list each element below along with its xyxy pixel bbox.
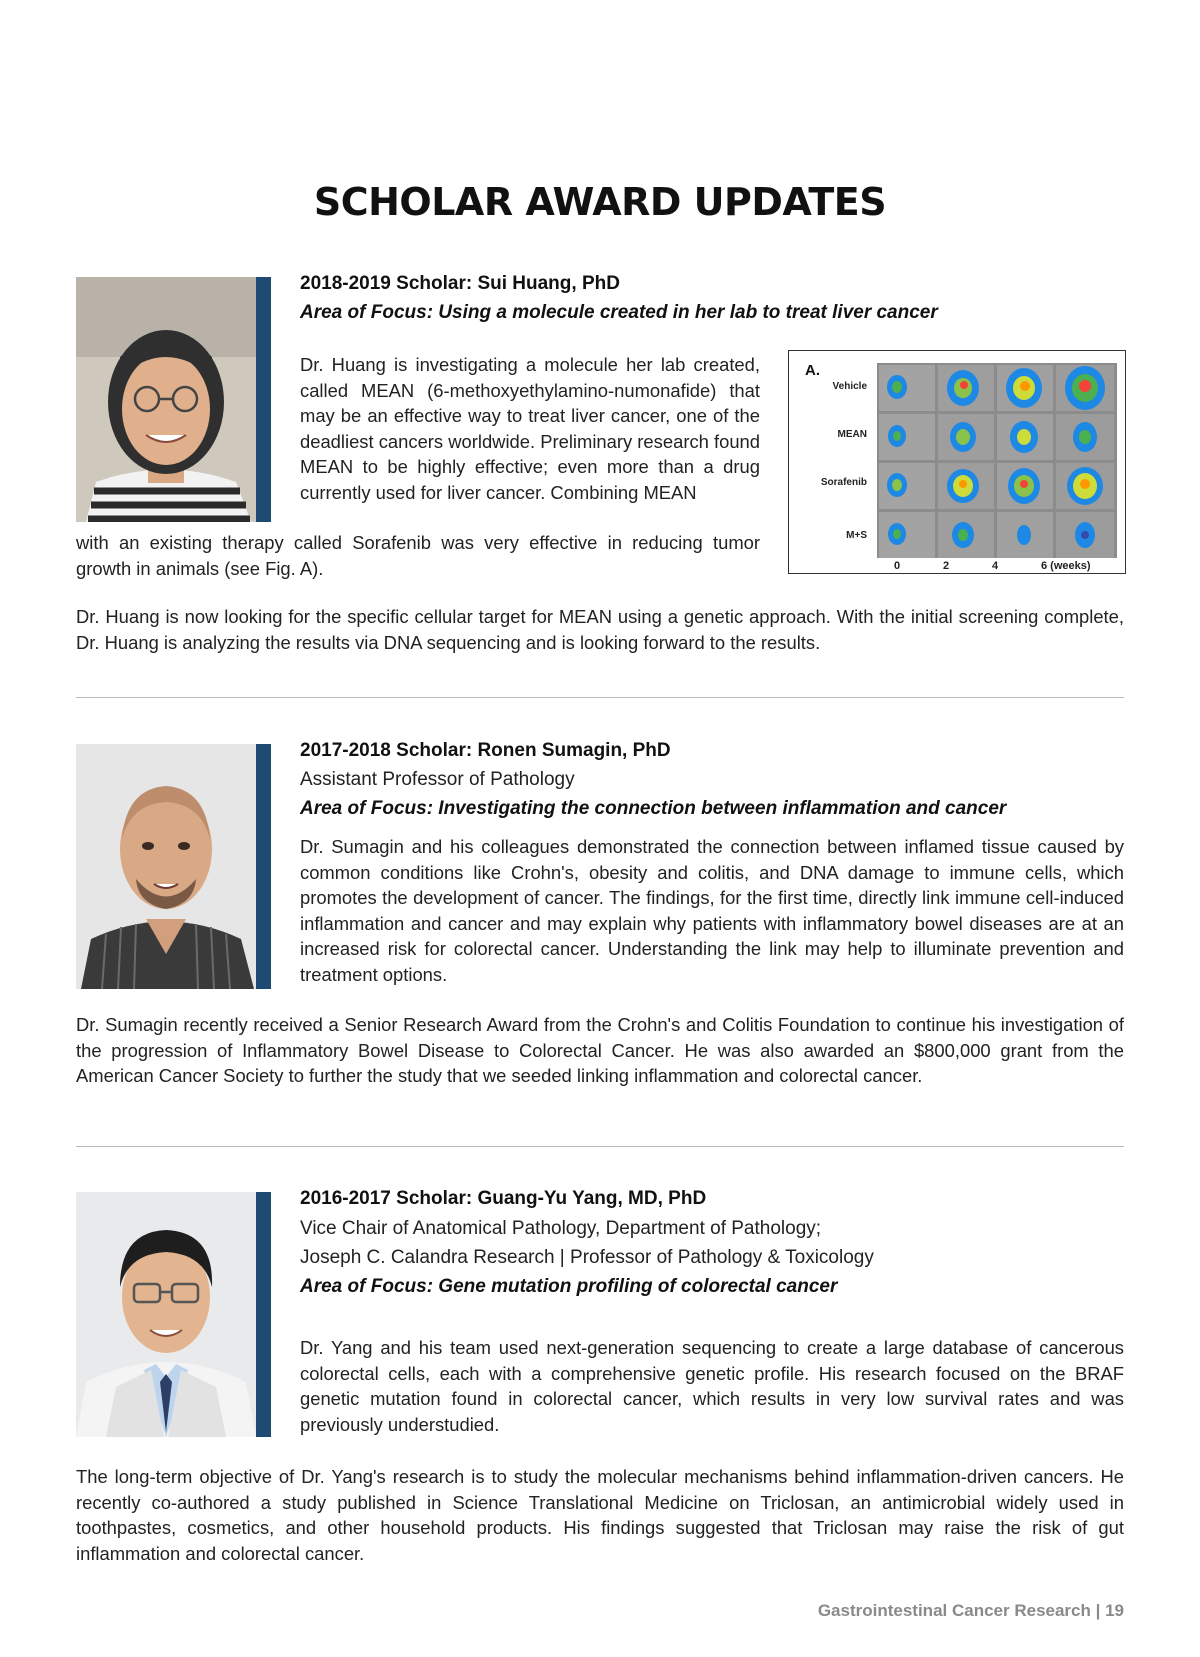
portrait-guang-yu-yang xyxy=(76,1192,271,1437)
photo-guang-yu-yang xyxy=(76,1192,256,1437)
scholar-title: Vice Chair of Anatomical Pathology, Department of Pathology; xyxy=(300,1218,822,1239)
portrait-ronen-sumagin xyxy=(76,744,271,989)
section-divider xyxy=(76,697,1124,698)
figure-a-image xyxy=(789,351,1124,572)
figure-x-tick: 0 xyxy=(893,560,901,572)
area-of-focus: Area of Focus: Gene mutation profiling of colorectal cancer xyxy=(300,1276,838,1297)
scholar-title-secondary: Joseph C. Calandra Research | Professor of Pathology & Toxicology xyxy=(300,1247,874,1268)
figure-panel-label: A. xyxy=(805,362,820,379)
scholar-paragraph: with an existing therapy called Sorafenib was very effective in reducing tumor growth in animals (see Fig. A). xyxy=(76,532,760,579)
figure-a xyxy=(788,350,1126,574)
section-divider xyxy=(76,1146,1124,1147)
scholar-paragraph: Dr. Sumagin recently received a Senior Research Award from the Crohn's and Colitis Foundation to continue his investigation of the progression of Inflammatory Bowel Disease to Colorectal Cancer. He was also awarded an $800,000 grant from the American Cancer Society to further the study that we seeded linking inflammation and colorectal cancer. xyxy=(76,1014,1124,1086)
scholar-paragraph: The long-term objective of Dr. Yang's research is to study the molecular mechanisms behind inflammation-driven cancers. He recently co-authored a study published in Science Translational Medicine on Triclosan, an antimicrobial widely used in toothpastes, cosmetics, and other household products. His findings suggested that Triclosan may raise the risk of gut inflammation and colorectal cancer. xyxy=(76,1466,1124,1564)
photo-ronen-sumagin xyxy=(76,744,256,989)
figure-x-tick: 4 xyxy=(991,560,999,572)
scholar-heading: 2018-2019 Scholar: Sui Huang, PhD xyxy=(300,273,620,294)
scholar-paragraph: Dr. Huang is investigating a molecule her lab created, called MEAN (6-methoxyethylamino-numonafide) that may be an effective way to treat liver cancer, one of the deadliest cancers worldwide. Preliminary research found MEAN to be highly effective; even more than a drug currently used for liver cancer. Combining MEAN xyxy=(300,354,760,503)
scholar-heading: 2016-2017 Scholar: Guang-Yu Yang, MD, PhD xyxy=(300,1188,707,1209)
photo-sui-huang xyxy=(76,277,256,522)
scholar-heading: 2017-2018 Scholar: Ronen Sumagin, PhD xyxy=(300,740,671,761)
scholar-paragraph: Dr. Huang is now looking for the specific cellular target for MEAN using a genetic approach. With the initial screening complete, Dr. Huang is analyzing the results via DNA sequencing and is looking forward to the results. xyxy=(76,606,1124,653)
page-footer: Gastrointestinal Cancer Research | 19 xyxy=(817,1601,1124,1620)
accent-bar xyxy=(256,744,271,989)
area-of-focus: Area of Focus: Using a molecule created in her lab to treat liver cancer xyxy=(300,302,938,323)
figure-row-label: Sorafenib xyxy=(820,477,867,488)
scholar-title: Assistant Professor of Pathology xyxy=(300,769,575,790)
figure-row-label: M+S xyxy=(846,530,867,541)
accent-bar xyxy=(256,277,271,522)
figure-row-label: MEAN xyxy=(837,429,867,440)
figure-x-tick: 6 (weeks) xyxy=(1041,560,1091,572)
area-of-focus: Area of Focus: Investigating the connection between inflammation and cancer xyxy=(300,798,1007,819)
scholar-paragraph: Dr. Sumagin and his colleagues demonstrated the connection between inflamed tissue caused by common conditions like Crohn's, obesity and colitis, and DNA damage to immune cells, which promotes the development of cancer. The findings, for the first time, directly link immune cell-induced inflammation and cancer and may explain why patients with inflammatory bowel diseases are at an increased risk for colorectal cancer. Understanding the link may help to illuminate prevention and treatment options. xyxy=(300,836,1124,985)
scholar-paragraph: Dr. Yang and his team used next-generation sequencing to create a large database of cancerous colorectal cells, each with a comprehensive genetic profile. His research focused on the BRAF genetic mutation found in colorectal cancer, which results in very low survival rates and was previously understudied. xyxy=(300,1337,1124,1435)
page-title: SCHOLAR AWARD UPDATES xyxy=(313,180,887,224)
accent-bar xyxy=(256,1192,271,1437)
figure-row-label: Vehicle xyxy=(832,381,867,392)
portrait-sui-huang xyxy=(76,277,271,522)
figure-x-tick: 2 xyxy=(942,560,950,572)
